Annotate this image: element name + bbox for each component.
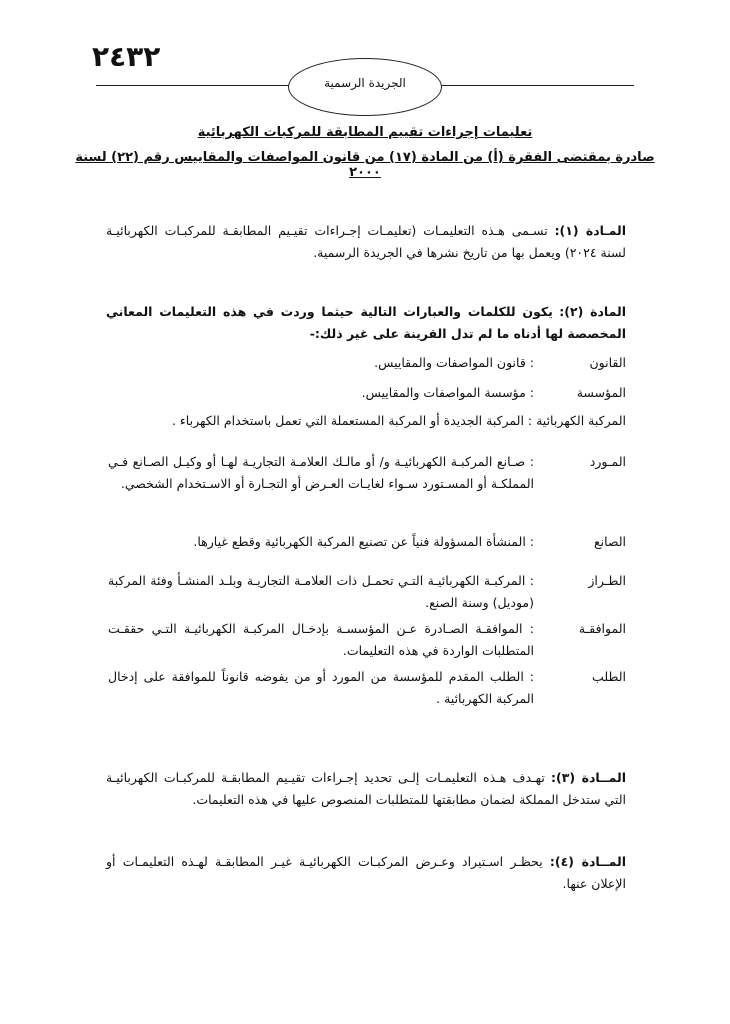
article-2 — [106, 301, 626, 345]
article-1-text: تسـمى هـذه التعليمـات (تعليمـات إجـراءات تقيـيم المطابقـة للمركبـات الكهربائيـة لسنة ٢٠٢٤) ويعمل بها من تاريخ نشرها في الجريدة الرسمية. — [106, 223, 626, 260]
article-2-label: المادة (٢): — [559, 304, 626, 319]
definition-term-manufacturer: الصانع — [593, 534, 626, 549]
definition-text-supplier: : صـانع المركبـة الكهربائيـة و/ أو مالـك العلامـة التجاريـة لهـا أو وكيـل الصـانع فـي المملكـة أو المسـتورد سـواء لغايـات العـرض أو التجـارة أو الاسـتخدام الشخصي. — [108, 454, 534, 491]
definition-electric-vehicle: المركبة الكهربائية : المركبة الجديدة أو المركبة المستعملة التي تعمل باستخدام الكهرباء . — [171, 413, 626, 428]
definition-term-model: الطـراز — [588, 573, 626, 588]
article-2-text: يكون للكلمات والعبارات التالية حيثما وردت في هذه التعليمات المعاني المخصصة لها أدناه ما لم تدل القرينة على غير ذلك:- — [106, 304, 626, 341]
masthead-title: الجريدة الرسمية — [324, 76, 406, 90]
definition-term-supplier: المـورد — [589, 454, 626, 469]
article-1-label: المـادة (١): — [554, 223, 627, 238]
definition-text-institution: : مؤسسة المواصفات والمقاييس. — [361, 385, 534, 400]
article-3-label: المــادة (٣): — [551, 770, 626, 785]
document-title: تعليمات إجراءات تقييم المطابقة للمركبات الكهربائية — [197, 125, 533, 140]
document-subtitle: صادرة بمقتضى الفقرة (أ) من المادة (١٧) من قانون المواصفات والمقاييس رقم (٢٢) لسنة ٢٠٠٠ — [75, 150, 655, 180]
article-4 — [106, 851, 626, 895]
article-4-text: يحظـر اسـتيراد وعـرض المركبـات الكهربائيـة غيـر المطابقـة لهـذه التعليمـات أو الإعلان عنها. — [106, 854, 626, 891]
page-number: ٢٤٣٢ — [92, 40, 161, 73]
definition-term-approval: الموافقـة — [578, 621, 626, 636]
definition-text-manufacturer: : المنشأة المسؤولة فنياً عن تصنيع المركبة الكهربائية وقطع غيارها. — [193, 534, 534, 549]
article-4-label: المــادة (٤): — [549, 854, 626, 869]
article-1 — [106, 220, 626, 264]
article-3 — [106, 767, 626, 811]
definition-text-request: : الطلب المقدم للمؤسسة من المورد أو من يفوضه قانوناً للموافقة على إدخال المركبة الكهربائية . — [108, 669, 534, 706]
definition-text-approval: : الموافقـة الصـادرة عـن المؤسسـة بإدخـال المركبـة الكهربائيـة التـي حققـت المتطلبات الواردة في هذه التعليمات. — [108, 621, 534, 658]
definition-text-law: : قانون المواصفات والمقاييس. — [374, 355, 534, 370]
definition-text-model: : المركبـة الكهربائيـة التـي تحمـل ذات العلامـة التجاريـة وبلـد المنشـأ وفئة المركبة (موديل) وسنة الصنع. — [108, 573, 534, 610]
article-3-text: تهـدف هـذه التعليمـات إلـى تحديد إجـراءات تقيـيم المطابقـة للمركبـات الكهربائيـة التي ستدخل المملكة لضمان مطابقتها للمتطلبات المنصوص عليها في هذه التعليمات. — [106, 770, 626, 807]
definition-term-request: الطلب — [592, 669, 626, 684]
definition-term-institution: المؤسسة — [576, 385, 626, 400]
definition-term-law: القانون — [589, 355, 626, 370]
masthead-oval — [288, 58, 442, 116]
